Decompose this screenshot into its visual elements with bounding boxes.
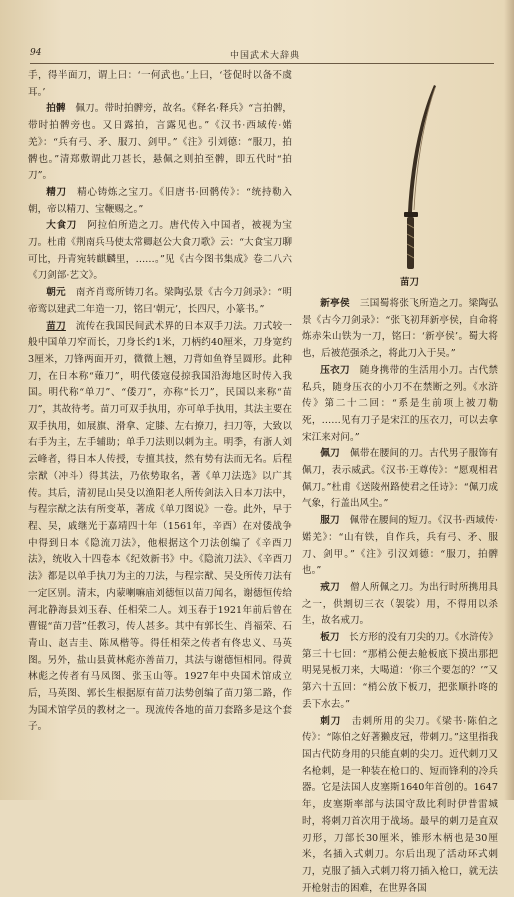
entry-headword: 拍髀 [46,103,66,115]
figure-caption: 苗刀 [400,277,420,288]
dictionary-entry [28,285,292,318]
entry-text: 佩带在腰间的刀。古代男子服饰有佩刀，表示威武。《汉书·王尊传》：“愿观相君佩刀。”杜甫《送陵州路使君之任诗》：“佩刀成气象，行盖出风尘。” [302,448,499,510]
dictionary-entry [302,630,498,714]
dictionary-entry [302,363,498,447]
dictionary-entry [302,714,498,897]
entry-text: 佩带在腰间的短刀。《汉书·西域传·婼羌》：“山有铁，自作兵，兵有弓、矛、服刀、剑甲。”《注》引汉刘德：“服刀，拍髀也。” [302,515,499,577]
entry-headword: 佩刀 [320,448,341,460]
entry-headword: 板刀 [320,632,340,644]
entry-text: 手，得半面刀，谓上曰：‘一何武也。’上曰，‘苍促时以备不虞耳。’ [28,70,292,98]
entry-headword: 服刀 [320,515,340,527]
entry-text: 阿拉伯所造之刀。唐代传入中国者，被视为宝刀。杜甫《荆南兵马使太常卿赵公大食刀歌》云：“大食宝刀聊可比，丹青宛转麒麟里，……。”见《古今图书集成》卷二八六《刀剑部·艺文》。 [28,220,293,282]
miao-dao-illustration [392,82,452,272]
dictionary-entry [28,319,292,737]
entry-headword: 戒刀 [320,581,341,593]
dictionary-entry [28,218,292,285]
entry-text: 随身携带的生活用小刀。古代禁私兵，随身压衣的小刀不在禁断之列。《水浒传》第二十二回：“系是生前项上被刀勒死，……见有刀子是宋江的压衣刀，可以去拿宋江来对问。” [302,364,499,443]
entry-text: 长方形的没有刀尖的刀。《水浒传》第三十七回：“那梢公便去舱板底下摸出那把明晃晃板刀来，大喝道：‘你三个要怎的？’”又第六十五回：“梢公放下板刀，把张顺扑咚的丢下水去。” [302,632,498,710]
entry-headword: 精刀 [46,186,67,198]
entry-text: 佩刀。带时拍髀旁，故名。《释名·释兵》“言拍髀，带时拍髀旁也。又日露拍，言露见也。”《汉书·西域传·婼羌》：“兵有弓、矛、服刀、剑甲。”《注》引刘德：“服刀，拍髀也。”清郑敷谓此刀甚长，悬佩之则拍至髀，即五代时“拍刀”。 [28,103,293,182]
entry-text: 击刺所用的尖刀。《梁书·陈伯之传》：“陈伯之好著獭皮冠，带刺刀。”这里指我国古代防身用的只能直刺的尖刀。近代刺刀又名枪刺，是一种装在枪口的、短而锋利的冷兵器。它是法国人皮塞斯1640年首创的。1647年，皮塞斯率部与法国守敌比利时伊普雷城时，将刺刀首次用于战场。最早的刺刀是直双刃形，刀部长30厘米，锥形木柄也是30厘米，名插入式刺刀。尔后出现了活动环式刺刀，克服了插入式刺刀将刀插入枪口，就无法开枪射击的困难，在世界各国 [302,715,499,894]
entry-text: 三国蜀将张飞所造之刀。梁陶弘景《古今刀剑录》：“张飞初拜新亭侯，自命将炼赤朱山铁为一刀，铭曰：‘新亭侯’。蜀大将也，后被范强杀之，将此刀入于吴。” [302,298,499,360]
entry-headword: 苗刀 [46,320,66,332]
page-header [30,48,494,62]
header-rule [30,63,494,64]
entry-text: 流传在我国民间武术界的日本双手刀法。刀式较一般中国单刀窄而长，刀身长约1米，刀柄约40厘米，刀身宽约3厘米，刀锋两面开刃，微微上翘，刀背如鱼脊呈圆形。此种刀，在日本称“薙刀”，明代倭寇侵掠我国沿海地区时传入我国。明代称“单刀”、“倭刀”，亦称“长刀”，民国以来称“苗刀”，其故待考。苗刀可双手执用，亦可单手执用，其法主要在双手执用，如展旗、滑拿、定膝、左右撩刀，扫刀等，大致以右手为主，左手辅助；单手刀法则以刺为主。明季，有浙人刘云峰者，得日本人传授，专擅其技，然有势有法而无名。后程宗猷（冲斗）得其法，乃依势取名，著《单刀法选》以广其传。其后，清初昆山吴殳以渔阳老人所传剑法入日本刀法中，与程宗猷之法有所变革，著成《单刀图说》一卷。此外，早于程、吴，戚继光于嘉靖四十年（1561年，辛酉）在对倭战争中得到日本《隐流刀法》，他根据这个刀法创编了《辛酉刀法》，统收入十四卷本《纪效新书》中。《隐流刀法》、《辛酉刀法》都是以单手执刀为主的刀法，与程宗猷、吴殳所传刀法有一定区别。清末，内蒙喇嘛庙刘德恒以苗刀闻名，谢德恒传给河北静海县刘玉春、任相荣二人。刘玉春于1921年前后曾在曹锟“苗刀营”任教习，传人甚多。其中有郭长生、肖福荣、石青山、赵吉圭、陈凤楷等。得任相荣之传者有佟忠义、马英图。另外，盐山县黄林彪亦善苗刀，其法与谢德恒相同。得黄林彪之传者有马凤图、张玉山等。1927年中央国术馆成立后，马英图、郭长生根据原有苗刀法势创编了苗刀第二路，作为国术馆学员的教材之一。现流传各地的苗刀套路多是这个套子。 [28,320,293,733]
dictionary-entry [302,296,498,363]
entry-headword: 压衣刀 [320,364,350,376]
page-number: 94 [30,48,42,58]
entry-headword: 新亭侯 [320,298,350,309]
dictionary-entry [28,68,292,101]
dictionary-entry [302,513,498,580]
entry-text: 南齐肖鸾所铸刀名。梁陶弘景《古今刀剑录》：“明帝鸾以建武二年造一刀，铭曰‘朝元’，长四尺，小篆书。” [28,287,293,315]
running-title: 中国武术大辞典 [230,51,301,61]
dictionary-entry [302,580,498,630]
dictionary-entry [28,101,292,185]
left-column [28,68,292,780]
entry-headword: 朝元 [46,287,66,299]
entry-headword: 刺刀 [320,715,342,727]
entry-text: 精心铸炼之宝刀。《旧唐书·回鹘传》：“统持勒入朝，帝以精刀、宝鞭赐之。” [28,186,292,215]
page-fold-shadow [504,0,514,800]
right-column [302,296,499,894]
dictionary-entry [28,185,292,218]
entry-text: 僧人所佩之刀。为出行时所携用具之一，供割切三衣（袈裟）用，不得用以杀生，故名戒刀。 [302,581,499,627]
dictionary-entry [302,446,498,513]
entry-headword: 大食刀 [46,220,78,232]
